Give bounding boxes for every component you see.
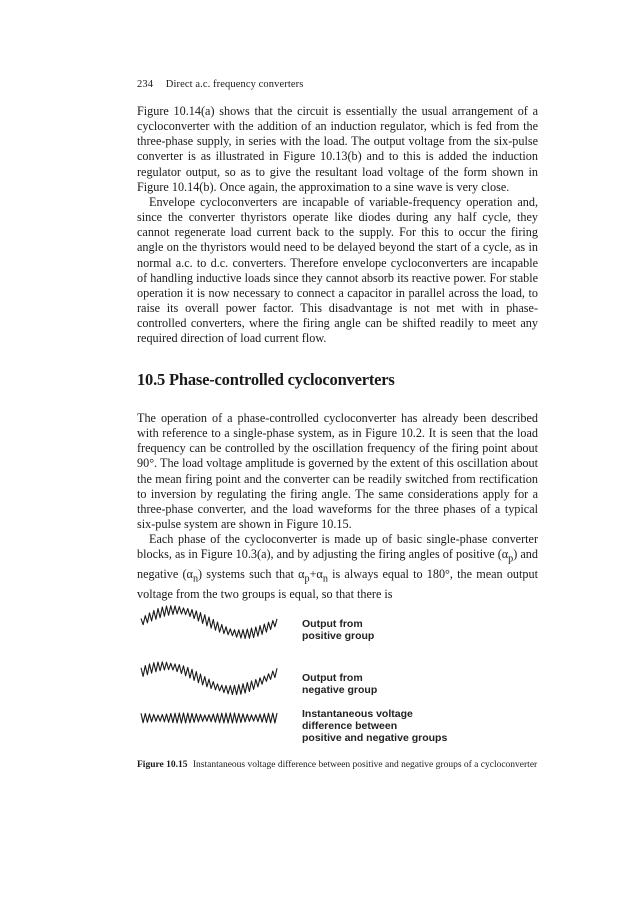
label-voltage-difference: Instantaneous voltage difference between positive and negative groups [302, 708, 448, 744]
paragraph: Figure 10.14(a) shows that the circuit is essentially the usual arrangement of a cycloconverter with the addition of an induction regulator, which is fed from the three-phase supply, in series with the load. The output voltage from the six-pulse converter is as illustrated in Figure 10.13(b) and to this is added the induction regulator output, so as to give the resultant load voltage of the form shown in Figure 10.14(b). Once again, the approximation to a sine wave is very close. [137, 104, 538, 194]
section-heading: 10.5 Phase-controlled cycloconverters [137, 370, 395, 389]
figure-caption [137, 759, 538, 771]
running-title: Direct a.c. frequency converters [165, 79, 304, 90]
text-block-lower [137, 411, 538, 602]
label-positive-group: Output from positive group [302, 618, 375, 642]
paragraph: Each phase of the cycloconverter is made up of basic single-phase converter blocks, as in Figure 10.3(a), and by adjusting the firing angles of positive $(\alpha_p)$ and negative $(\alpha_n)$ systems such that $\alpha_p+\alpha_n$ is always equal to 180°, the mean output voltage from the two groups is equal, so that there is [137, 532, 538, 601]
caption-figure-number: Figure 10.15 [137, 760, 188, 770]
paragraph: The operation of a phase-controlled cycloconverter has already been described with reference to a single-phase system, as in Figure 10.2. It is seen that the load frequency can be controlled by the oscillation frequency of the firing point about 90°. The load voltage amplitude is governed by the extent of this oscillation about the mean firing point and the converter can be readily switched from rectification to inversion by regulating the firing angle. The same considerations apply for a three-phase converter, and the load waveforms for the three phases of a typical six-pulse system are shown in Figure 10.15. [137, 411, 538, 532]
caption-text: Instantaneous voltage difference between positive and negative groups of a cycloconverter [192, 760, 538, 770]
page-header [137, 79, 303, 90]
waveform-difference [141, 713, 277, 723]
waveform-negative-group [141, 662, 277, 695]
waveform-positive-group [141, 606, 277, 639]
figure-waveforms [137, 600, 538, 750]
paragraph: Envelope cycloconverters are incapable of variable-frequency operation and, since the converter thyristors operate like diodes during any half cycle, they cannot regenerate load current back to the supply. For this to occur the firing angle on the thyristors would need to be delayed beyond the start of a cycle, as in normal a.c. to d.c. converters. Therefore envelope cycloconverters are incapable of handling inductive loads since they cannot absorb its reactive power. For stable operation it is now necessary to connect a capacitor in parallel across the load, to raise its overall power factor. This disadvantage is not met with in phase-controlled converters, where the firing angle can be shifted readily to meet any required direction of load current flow. [137, 194, 538, 346]
label-negative-group: Output from negative group [302, 672, 378, 696]
page-number: 234 [137, 79, 154, 90]
text-block-upper [137, 104, 538, 347]
